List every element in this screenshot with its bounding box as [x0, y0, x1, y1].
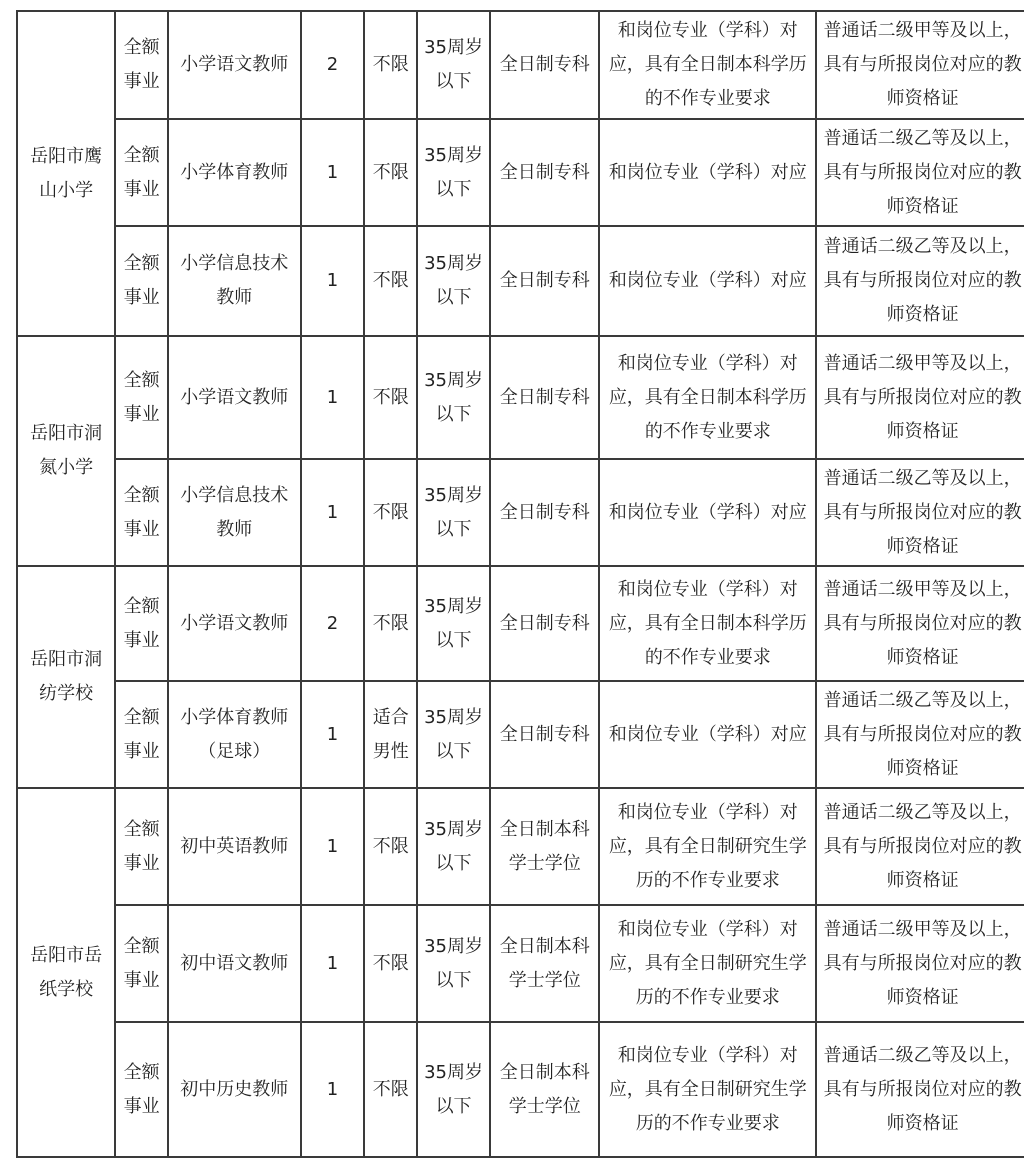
- other-requirement-cell: 普通话二级甲等及以上，具有与所报岗位对应的教师资格证: [816, 336, 1024, 459]
- post-name-cell: 初中历史教师: [168, 1022, 301, 1157]
- headcount-cell: 2: [301, 566, 365, 681]
- table-row: [17, 1022, 1024, 1157]
- headcount-cell: 1: [301, 1022, 365, 1157]
- education-cell: 全日制专科: [490, 336, 599, 459]
- employment-type-cell: 全额事业: [115, 11, 168, 119]
- post-name-cell: 小学体育教师（足球）: [168, 681, 301, 788]
- other-requirement-cell: 普通话二级乙等及以上，具有与所报岗位对应的教师资格证: [816, 226, 1024, 336]
- table-row: [17, 336, 1024, 459]
- post-name-cell: 初中语文教师: [168, 905, 301, 1022]
- major-requirement-cell: 和岗位专业（学科）对应，具有全日制研究生学历的不作专业要求: [599, 788, 816, 905]
- post-name-cell: 初中英语教师: [168, 788, 301, 905]
- headcount-cell: 1: [301, 336, 365, 459]
- gender-cell: 不限: [364, 11, 417, 119]
- gender-cell: 不限: [364, 459, 417, 566]
- major-requirement-cell: 和岗位专业（学科）对应，具有全日制本科学历的不作专业要求: [599, 11, 816, 119]
- school-name-cell: 岳阳市鹰山小学: [17, 11, 115, 336]
- other-requirement-cell: 普通话二级甲等及以上，具有与所报岗位对应的教师资格证: [816, 905, 1024, 1022]
- table-row: [17, 11, 1024, 119]
- post-name-cell: 小学语文教师: [168, 11, 301, 119]
- major-requirement-cell: 和岗位专业（学科）对应: [599, 459, 816, 566]
- headcount-cell: 1: [301, 459, 365, 566]
- education-cell: 全日制专科: [490, 226, 599, 336]
- education-cell: 全日制专科: [490, 566, 599, 681]
- table-row: [17, 788, 1024, 905]
- age-requirement-cell: 35周岁以下: [417, 1022, 490, 1157]
- education-cell: 全日制专科: [490, 119, 599, 226]
- gender-cell: 不限: [364, 788, 417, 905]
- post-name-cell: 小学信息技术教师: [168, 459, 301, 566]
- post-name-cell: 小学语文教师: [168, 566, 301, 681]
- education-cell: 全日制专科: [490, 681, 599, 788]
- table-row: [17, 905, 1024, 1022]
- age-requirement-cell: 35周岁以下: [417, 788, 490, 905]
- major-requirement-cell: 和岗位专业（学科）对应: [599, 119, 816, 226]
- education-cell: 全日制本科学士学位: [490, 788, 599, 905]
- age-requirement-cell: 35周岁以下: [417, 905, 490, 1022]
- employment-type-cell: 全额事业: [115, 119, 168, 226]
- other-requirement-cell: 普通话二级乙等及以上，具有与所报岗位对应的教师资格证: [816, 681, 1024, 788]
- employment-type-cell: 全额事业: [115, 1022, 168, 1157]
- table-body: [17, 11, 1024, 1157]
- employment-type-cell: 全额事业: [115, 905, 168, 1022]
- major-requirement-cell: 和岗位专业（学科）对应，具有全日制本科学历的不作专业要求: [599, 566, 816, 681]
- major-requirement-cell: 和岗位专业（学科）对应，具有全日制研究生学历的不作专业要求: [599, 1022, 816, 1157]
- headcount-cell: 1: [301, 788, 365, 905]
- gender-cell: 不限: [364, 226, 417, 336]
- headcount-cell: 1: [301, 905, 365, 1022]
- major-requirement-cell: 和岗位专业（学科）对应: [599, 226, 816, 336]
- table-row: [17, 226, 1024, 336]
- headcount-cell: 1: [301, 119, 365, 226]
- school-name-cell: 岳阳市洞纺学校: [17, 566, 115, 788]
- age-requirement-cell: 35周岁以下: [417, 119, 490, 226]
- other-requirement-cell: 普通话二级乙等及以上，具有与所报岗位对应的教师资格证: [816, 1022, 1024, 1157]
- education-cell: 全日制专科: [490, 11, 599, 119]
- table-row: [17, 681, 1024, 788]
- gender-cell: 不限: [364, 566, 417, 681]
- major-requirement-cell: 和岗位专业（学科）对应: [599, 681, 816, 788]
- post-name-cell: 小学体育教师: [168, 119, 301, 226]
- table-row: [17, 566, 1024, 681]
- education-cell: 全日制本科学士学位: [490, 905, 599, 1022]
- gender-cell: 不限: [364, 905, 417, 1022]
- headcount-cell: 1: [301, 226, 365, 336]
- employment-type-cell: 全额事业: [115, 336, 168, 459]
- employment-type-cell: 全额事业: [115, 226, 168, 336]
- age-requirement-cell: 35周岁以下: [417, 459, 490, 566]
- employment-type-cell: 全额事业: [115, 681, 168, 788]
- school-name-cell: 岳阳市岳纸学校: [17, 788, 115, 1157]
- age-requirement-cell: 35周岁以下: [417, 336, 490, 459]
- age-requirement-cell: 35周岁以下: [417, 566, 490, 681]
- gender-cell: 不限: [364, 119, 417, 226]
- major-requirement-cell: 和岗位专业（学科）对应，具有全日制研究生学历的不作专业要求: [599, 905, 816, 1022]
- employment-type-cell: 全额事业: [115, 566, 168, 681]
- employment-type-cell: 全额事业: [115, 459, 168, 566]
- other-requirement-cell: 普通话二级甲等及以上，具有与所报岗位对应的教师资格证: [816, 566, 1024, 681]
- age-requirement-cell: 35周岁以下: [417, 226, 490, 336]
- employment-type-cell: 全额事业: [115, 788, 168, 905]
- headcount-cell: 1: [301, 681, 365, 788]
- gender-cell: 不限: [364, 1022, 417, 1157]
- table-row: [17, 459, 1024, 566]
- other-requirement-cell: 普通话二级乙等及以上，具有与所报岗位对应的教师资格证: [816, 119, 1024, 226]
- other-requirement-cell: 普通话二级乙等及以上，具有与所报岗位对应的教师资格证: [816, 459, 1024, 566]
- major-requirement-cell: 和岗位专业（学科）对应，具有全日制本科学历的不作专业要求: [599, 336, 816, 459]
- other-requirement-cell: 普通话二级乙等及以上，具有与所报岗位对应的教师资格证: [816, 788, 1024, 905]
- recruitment-table: [16, 10, 1024, 1158]
- other-requirement-cell: 普通话二级甲等及以上，具有与所报岗位对应的教师资格证: [816, 11, 1024, 119]
- education-cell: 全日制专科: [490, 459, 599, 566]
- gender-cell: 适合男性: [364, 681, 417, 788]
- post-name-cell: 小学语文教师: [168, 336, 301, 459]
- gender-cell: 不限: [364, 336, 417, 459]
- headcount-cell: 2: [301, 11, 365, 119]
- age-requirement-cell: 35周岁以下: [417, 681, 490, 788]
- education-cell: 全日制本科学士学位: [490, 1022, 599, 1157]
- school-name-cell: 岳阳市洞氮小学: [17, 336, 115, 566]
- age-requirement-cell: 35周岁以下: [417, 11, 490, 119]
- post-name-cell: 小学信息技术教师: [168, 226, 301, 336]
- table-row: [17, 119, 1024, 226]
